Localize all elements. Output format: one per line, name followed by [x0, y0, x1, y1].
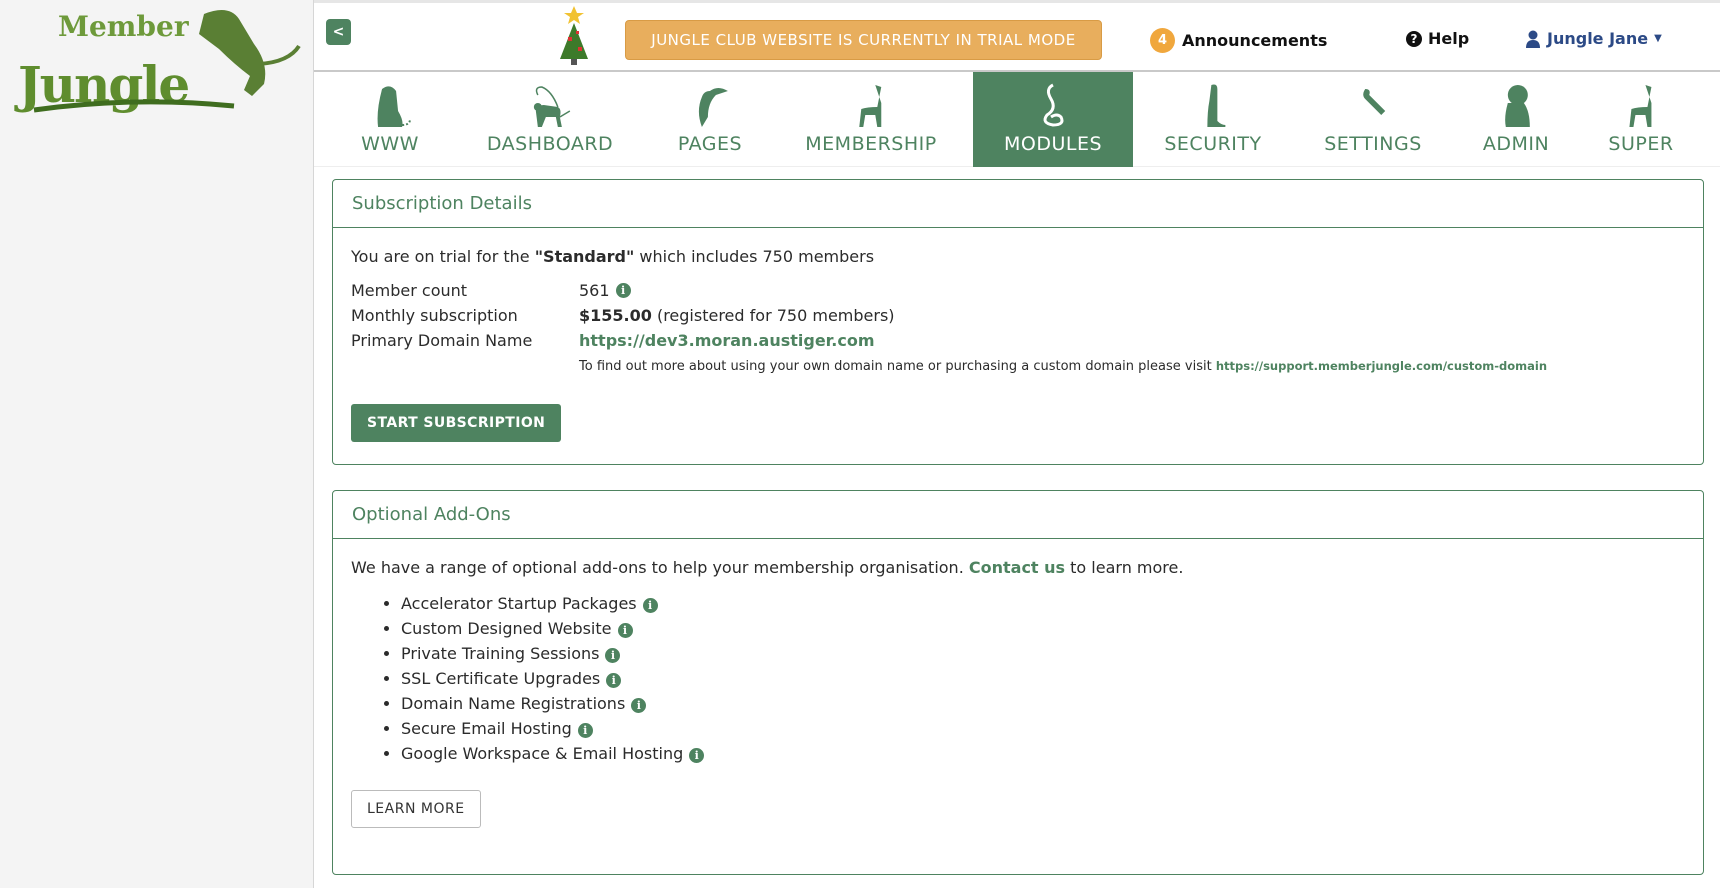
info-icon[interactable]: i	[631, 698, 646, 713]
member-count-label: Member count	[351, 281, 468, 300]
top-bar	[314, 0, 1720, 72]
info-icon[interactable]: i	[618, 623, 633, 638]
logo-text-jungle: Jungle	[18, 55, 189, 114]
user-name: Jungle Jane	[1547, 29, 1649, 48]
info-icon[interactable]: i	[605, 648, 620, 663]
announcements-label: Announcements	[1182, 31, 1328, 50]
domain-label: Primary Domain Name	[351, 331, 533, 350]
zebra-icon	[1619, 81, 1663, 129]
member-jungle-logo[interactable]	[14, 4, 304, 116]
tiger-icon	[368, 81, 412, 129]
nav-item-pages[interactable]	[678, 72, 742, 167]
nav-item-membership[interactable]	[805, 72, 936, 167]
info-icon[interactable]: i	[643, 598, 658, 613]
addon-label: Accelerator Startup Packages	[401, 594, 637, 613]
nav-item-label: WWW	[361, 133, 419, 155]
addon-item	[401, 666, 1685, 691]
addon-item	[401, 716, 1685, 741]
learn-more-button[interactable]: LEARN MORE	[351, 790, 481, 828]
nav-item-label: SETTINGS	[1324, 133, 1422, 155]
domain-note	[579, 359, 1685, 374]
addon-item	[401, 616, 1685, 641]
nav-item-modules[interactable]	[973, 72, 1133, 167]
addon-label: SSL Certificate Upgrades	[401, 669, 601, 688]
nav-item-label: SECURITY	[1164, 133, 1262, 155]
nav-item-label: SUPER	[1608, 133, 1674, 155]
nav-item-label: ADMIN	[1482, 133, 1550, 155]
info-icon[interactable]: i	[689, 748, 704, 763]
christmas-tree-icon	[552, 5, 596, 67]
addons-intro	[351, 558, 1685, 577]
domain-note-text: To find out more about using your own domain name or purchasing a custom domain please visit	[579, 359, 1216, 374]
announcements-count-badge: 4	[1150, 28, 1175, 53]
main-nav	[314, 72, 1720, 167]
custom-domain-support-link[interactable]: https://support.memberjungle.com/custom-domain	[1215, 359, 1548, 373]
monthly-price: $155.00	[579, 306, 652, 325]
announcements-link[interactable]	[1150, 28, 1327, 53]
nav-item-www[interactable]	[361, 72, 419, 167]
caret-down-icon: ▼	[1654, 33, 1662, 44]
help-link[interactable]	[1406, 29, 1469, 48]
meerkat-icon	[1191, 81, 1235, 129]
info-icon[interactable]: i	[578, 723, 593, 738]
subscription-details-panel	[332, 179, 1704, 465]
toucan-icon	[688, 81, 732, 129]
member-count-value: 561	[579, 281, 610, 300]
nav-item-label: MEMBERSHIP	[805, 133, 937, 155]
intro-text: to learn more.	[1065, 558, 1184, 577]
addon-item	[401, 641, 1685, 666]
optional-addons-panel	[332, 490, 1704, 875]
trial-intro	[351, 247, 1685, 266]
nav-item-label: PAGES	[677, 133, 743, 155]
addon-label: Secure Email Hosting	[401, 719, 572, 738]
sidebar	[0, 0, 314, 888]
intro-text: We have a range of optional add-ons to help your membership organisation.	[351, 558, 969, 577]
monthly-subscription-row	[351, 303, 1685, 328]
primary-domain-link[interactable]: https://dev3.moran.austiger.com	[579, 331, 875, 350]
addon-item	[401, 591, 1685, 616]
addons-list	[401, 591, 1685, 766]
domain-row	[351, 328, 1685, 353]
collapse-sidebar-button[interactable]: <	[326, 19, 351, 45]
user-icon	[1525, 30, 1541, 48]
info-icon[interactable]: i	[606, 673, 621, 688]
wrench-icon	[1351, 81, 1395, 129]
intro-text: which includes 750 members	[634, 247, 875, 266]
nav-item-super[interactable]	[1608, 72, 1673, 167]
lion-icon	[1494, 81, 1538, 129]
user-menu[interactable]	[1525, 29, 1662, 48]
member-count-row	[351, 278, 1685, 303]
addon-label: Google Workspace & Email Hosting	[401, 744, 684, 763]
addon-label: Domain Name Registrations	[401, 694, 626, 713]
contact-us-link[interactable]: Contact us	[968, 558, 1066, 577]
addon-label: Private Training Sessions	[401, 644, 600, 663]
monkey-icon	[528, 81, 572, 129]
start-subscription-button[interactable]: START SUBSCRIPTION	[351, 404, 561, 442]
panel-title: Optional Add-Ons	[333, 491, 1703, 539]
nav-item-dashboard[interactable]	[487, 72, 613, 167]
panel-title: Subscription Details	[333, 180, 1703, 228]
addon-label: Custom Designed Website	[401, 619, 612, 638]
nav-item-admin[interactable]	[1483, 72, 1549, 167]
info-icon[interactable]: i	[616, 283, 631, 298]
logo-text-member: Member	[58, 10, 189, 43]
zebra-icon	[849, 81, 893, 129]
monthly-label: Monthly subscription	[351, 306, 518, 325]
monthly-note: (registered for 750 members)	[651, 306, 895, 325]
addon-item	[401, 691, 1685, 716]
plan-name: "Standard"	[534, 247, 635, 266]
trial-mode-banner[interactable]: JUNGLE CLUB WEBSITE IS CURRENTLY IN TRIAL MODE	[625, 20, 1102, 60]
help-label: Help	[1428, 29, 1470, 48]
nav-item-label: MODULES	[1003, 133, 1103, 155]
snake-icon	[1031, 81, 1075, 129]
nav-item-label: DASHBOARD	[486, 133, 614, 155]
question-circle-icon: ?	[1406, 31, 1422, 47]
nav-item-security[interactable]	[1164, 72, 1261, 167]
intro-text: You are on trial for the	[351, 247, 535, 266]
nav-item-settings[interactable]	[1324, 72, 1422, 167]
addon-item	[401, 741, 1685, 766]
